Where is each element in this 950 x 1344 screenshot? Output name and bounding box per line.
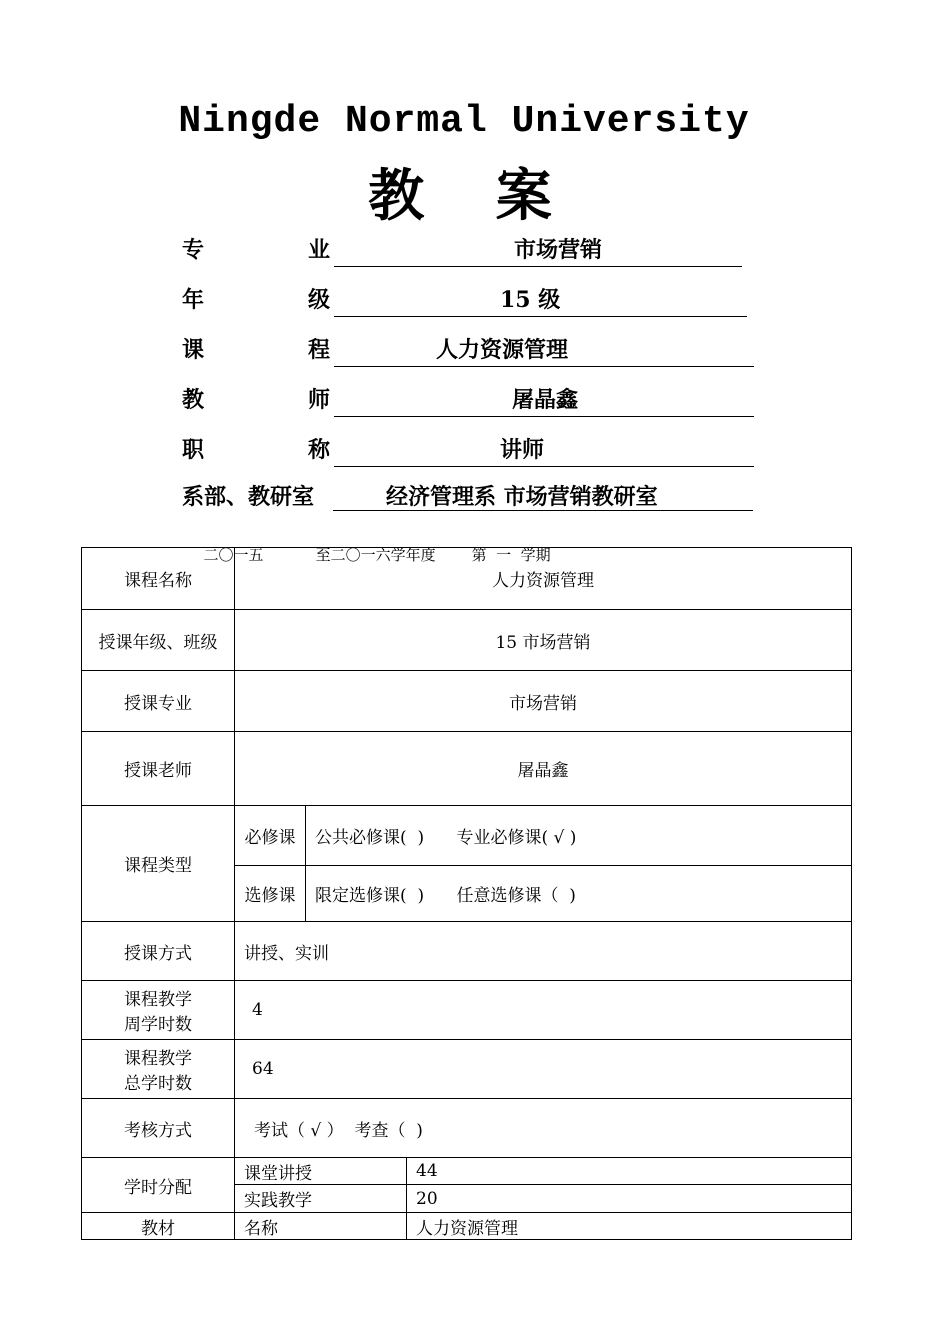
table-row [82, 732, 852, 806]
field-title-label-2: 称 [308, 437, 331, 463]
exam-label: 考核方式 [82, 1099, 235, 1158]
field-major-label-2: 业 [308, 237, 331, 263]
table-row [82, 1213, 852, 1240]
class-value: 15 市场营销 [235, 610, 852, 671]
field-course-label-1: 课 [182, 337, 205, 363]
table-row [82, 922, 852, 981]
table-row [82, 548, 852, 610]
table-row [82, 1158, 852, 1185]
total-hours-label [82, 1040, 235, 1099]
practice-label: 实践教学 [235, 1185, 407, 1213]
major-label: 授课专业 [82, 671, 235, 732]
course-name-value: 人力资源管理 [235, 548, 852, 610]
total-label-line-1: 课程教学 [124, 1049, 192, 1069]
field-grade-label-1: 年 [182, 287, 205, 313]
course-type-label: 课程类型 [82, 806, 235, 922]
field-course [182, 333, 757, 367]
table-row [82, 1099, 852, 1158]
dept-label: 系部、教研室 [182, 484, 315, 510]
total-hours-value: 64 [235, 1040, 852, 1099]
elective-value: 限定选修课( ) 任意选修课（ ) [306, 866, 852, 922]
field-grade [182, 283, 752, 317]
document-title: 教 案 [368, 164, 578, 229]
table-row [82, 1040, 852, 1099]
course-info-table [81, 547, 852, 1240]
table-row [82, 671, 852, 732]
field-teacher [182, 383, 757, 417]
field-grade-label-2: 级 [308, 287, 331, 313]
lecture-value: 44 [407, 1158, 852, 1185]
field-teacher-value: 屠晶鑫 [512, 387, 579, 413]
elective-label: 选修课 [235, 866, 306, 922]
dept-value: 经济管理系 市场营销教研室 [386, 484, 658, 510]
method-label: 授课方式 [82, 922, 235, 981]
textbook-label: 教材 [82, 1213, 235, 1240]
field-major-value: 市场营销 [514, 237, 603, 263]
hours-distribution-label: 学时分配 [82, 1158, 235, 1213]
field-major-label-1: 专 [182, 237, 205, 263]
term-semester: 第 一 学期 [471, 546, 551, 564]
field-major [182, 233, 742, 267]
exam-value: 考试（ √ ） 考查（ ) [235, 1099, 852, 1158]
field-course-value: 人力资源管理 [436, 337, 569, 363]
field-title [182, 433, 757, 467]
field-grade-value: 15 级 [500, 287, 561, 313]
practice-value: 20 [407, 1185, 852, 1213]
table-row [82, 610, 852, 671]
weekly-hours-value: 4 [235, 981, 852, 1040]
major-value: 市场营销 [235, 671, 852, 732]
weekly-label-line-1: 课程教学 [124, 990, 192, 1010]
term-end: 至二〇一六学年度 [315, 546, 436, 564]
field-teacher-label-2: 师 [308, 387, 331, 413]
class-label: 授课年级、班级 [82, 610, 235, 671]
required-value: 公共必修课( ) 专业必修课( √ ) [306, 806, 852, 866]
teacher-value: 屠晶鑫 [235, 732, 852, 806]
field-title-value: 讲师 [500, 437, 545, 463]
lecture-label: 课堂讲授 [235, 1158, 407, 1185]
field-teacher-label-1: 教 [182, 387, 205, 413]
course-name-label: 课程名称 [82, 548, 235, 610]
weekly-label-line-2: 周学时数 [124, 1015, 192, 1035]
table-row [82, 806, 852, 866]
textbook-name-value: 人力资源管理 [407, 1213, 852, 1240]
required-label: 必修课 [235, 806, 306, 866]
university-title: Ningde Normal University [178, 100, 750, 143]
term-start: 二〇一五 [203, 546, 264, 564]
teacher-label: 授课老师 [82, 732, 235, 806]
field-course-label-2: 程 [308, 337, 331, 363]
total-label-line-2: 总学时数 [124, 1074, 192, 1094]
field-title-label-1: 职 [182, 437, 205, 463]
table-row [82, 981, 852, 1040]
textbook-name-label: 名称 [235, 1213, 407, 1240]
weekly-hours-label [82, 981, 235, 1040]
method-value: 讲授、实训 [235, 922, 852, 981]
